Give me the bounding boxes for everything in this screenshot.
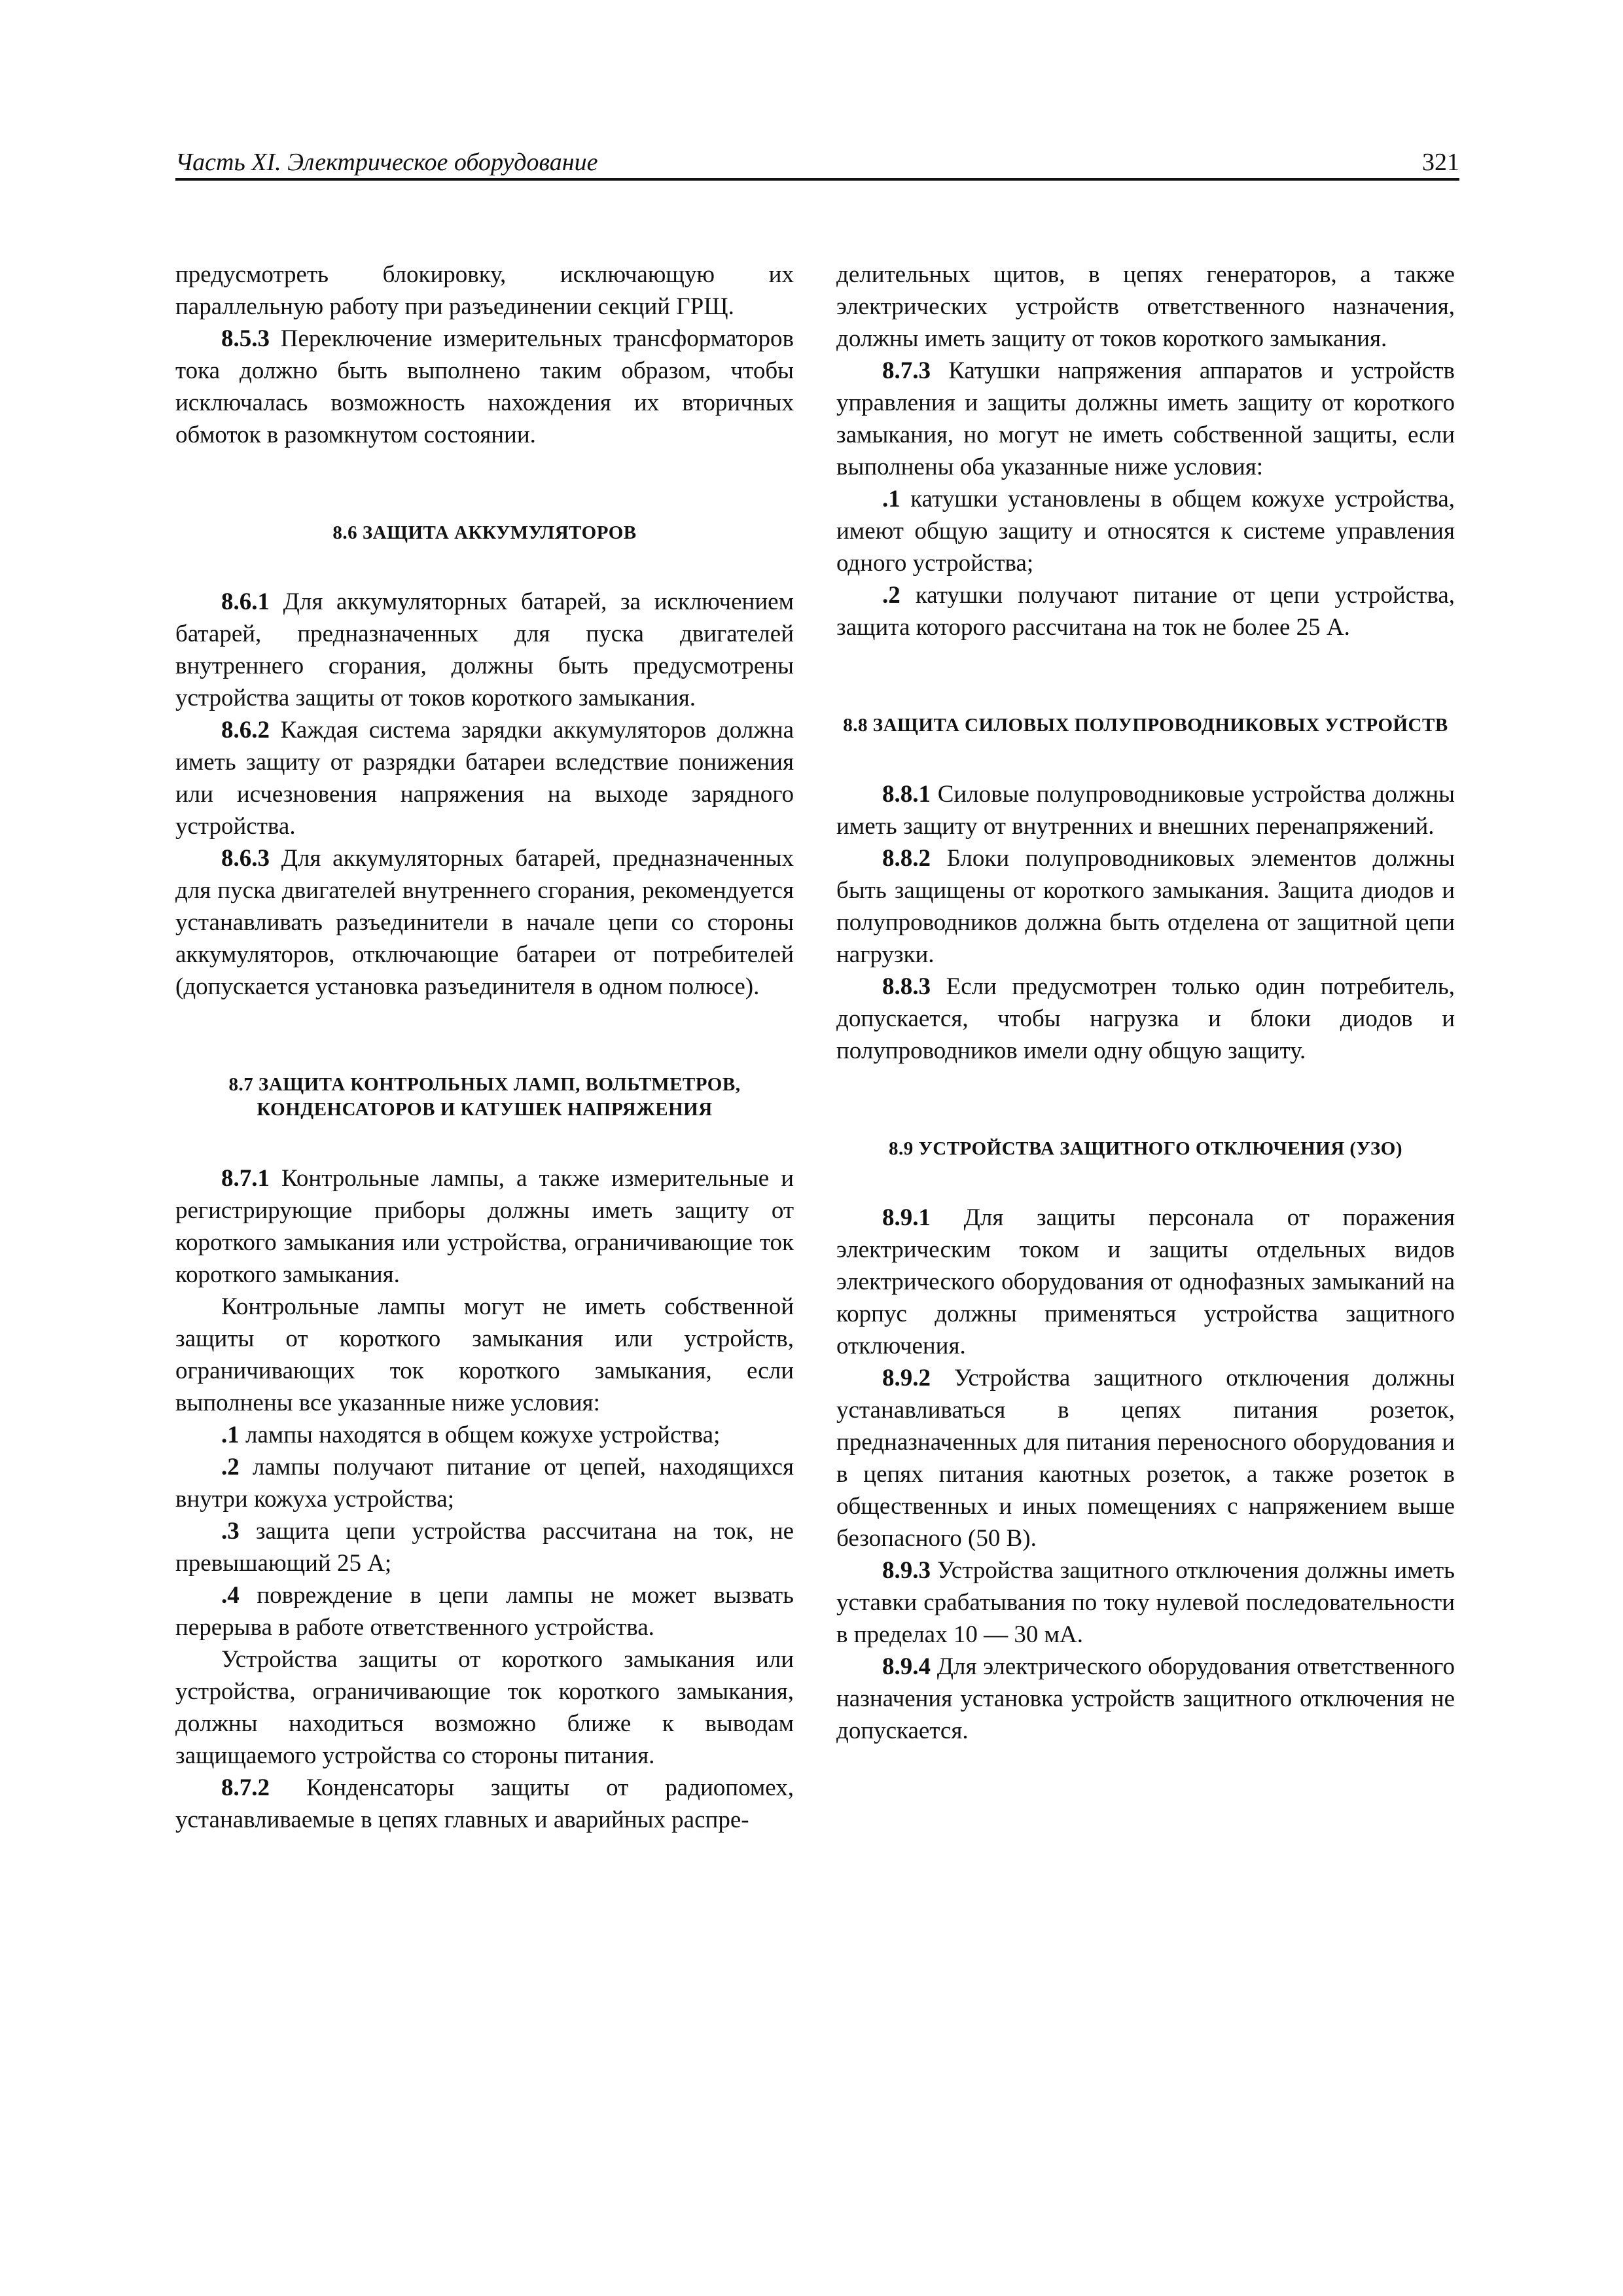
clause-8-9-3: 8.9.3 Устройства защитного отключения должны иметь уставки срабатывания по току нулевой последовательности в пределах 10 — 30 мА. xyxy=(836,1557,1455,1648)
right-column xyxy=(836,259,1455,1747)
running-title: Часть XI. Электрическое оборудование xyxy=(175,149,598,176)
clause-8-9-2: 8.9.2 Устройства защитного отключения должны устанавливаться в цепях питания розеток, предназначенных для питания переносного оборудования и в цепях питания каютных розеток, а также розеток в общественных и иных помещениях с напряжением выше безопасного (50 В). xyxy=(836,1365,1455,1552)
clause-8-9-4: 8.9.4 Для электрического оборудования ответственного назначения установка устройств защитного отключения не допускается. xyxy=(836,1653,1455,1744)
paragraph: делительных щитов, в цепях генераторов, а также электрических устройств ответственного назначения, должны иметь защиту от токов короткого замыкания. xyxy=(836,261,1455,352)
paragraph: Контрольные лампы могут не иметь собственной защиты от короткого замыкания или устройств, ограничивающих ток короткого замыкания, если выполнены все указанные ниже условия: xyxy=(175,1293,794,1416)
list-item: .2 лампы получают питание от цепей, находящихся внутри кожуха устройства; xyxy=(175,1454,794,1513)
list-item: .4 повреждение в цепи лампы не может вызвать перерыва в работе ответственного устройства. xyxy=(175,1582,794,1641)
paragraph: предусмотреть блокировку, исключающую их параллельную работу при разъединении секций ГРЩ. xyxy=(175,261,794,320)
clause-8-7-2: 8.7.2 Конденсаторы защиты от радиопомех, устанавливаемые в цепях главных и аварийных распре- xyxy=(175,1774,794,1833)
left-column xyxy=(175,259,794,1836)
header-rule xyxy=(175,178,1459,181)
list-item: .2 катушки получают питание от цепи устройства, защита которого рассчитана на ток не более 25 А. xyxy=(836,582,1455,641)
clause-8-8-1: 8.8.1 Силовые полупроводниковые устройства должны иметь защиту от внутренних и внешних перенапряжений. xyxy=(836,781,1455,840)
clause-8-8-3: 8.8.3 Если предусмотрен только один потребитель, допускается, чтобы нагрузка и блоки диодов и полупроводников имели одну общую защиту. xyxy=(836,973,1455,1064)
clause-8-6-2: 8.6.2 Каждая система зарядки аккумуляторов должна иметь защиту от разрядки батареи вследствие понижения или исчезновения напряжения на выходе зарядного устройства. xyxy=(175,717,794,840)
clause-8-6-3: 8.6.3 Для аккумуляторных батарей, предназначенных для пуска двигателей внутреннего сгорания, рекомендуется устанавливать разъединители в начале цепи со стороны аккумуляторов, отключающие батареи от потребителей (допускается установка разъединителя в одном полюсе). xyxy=(175,845,794,1000)
paragraph: Устройства защиты от короткого замыкания или устройства, ограничивающие ток короткого замыкания, должны находиться возможно ближе к выводам защищаемого устройства со стороны питания. xyxy=(175,1646,794,1769)
section-heading-8-7: 8.7 ЗАЩИТА КОНТРОЛЬНЫХ ЛАМП, ВОЛЬТМЕТРОВ, КОНДЕНСАТОРОВ И КАТУШЕК НАПРЯЖЕНИЯ xyxy=(228,1074,741,1120)
clause-8-5-3: 8.5.3 Переключение измерительных трансформаторов тока должно быть выполнено таким образом, чтобы исключалась возможность нахождения их вторичных обмоток в разомкнутом состоянии. xyxy=(175,325,794,448)
clause-8-6-1: 8.6.1 Для аккумуляторных батарей, за исключением батарей, предназначенных для пуска двигателей внутреннего сгорания, должны быть предусмотрены устройства защиты от токов короткого замыкания. xyxy=(175,588,794,711)
section-heading-8-9: 8.9 УСТРОЙСТВА ЗАЩИТНОГО ОТКЛЮЧЕНИЯ (УЗО) xyxy=(889,1138,1402,1159)
clause-8-9-1: 8.9.1 Для защиты персонала от поражения электрическим током и защиты отдельных видов электрического оборудования от однофазных замыканий на корпус должны применяться устройства защитного отключения. xyxy=(836,1204,1455,1359)
list-item: .1 катушки установлены в общем кожухе устройства, имеют общую защиту и относятся к системе управления одного устройства; xyxy=(836,486,1455,577)
list-item: .1 лампы находятся в общем кожухе устройства; xyxy=(221,1422,721,1448)
clause-8-7-1: 8.7.1 Контрольные лампы, а также измерительные и регистрирующие приборы должны иметь защиту от короткого замыкания или устройства, ограничивающие ток короткого замыкания. xyxy=(175,1165,794,1288)
clause-8-7-3: 8.7.3 Катушки напряжения аппаратов и устройств управления и защиты должны иметь защиту от короткого замыкания, но могут не иметь собственной защиты, если выполнены оба указанные ниже условия: xyxy=(836,357,1455,480)
section-heading-8-8: 8.8 ЗАЩИТА СИЛОВЫХ ПОЛУПРОВОДНИКОВЫХ УСТРОЙСТВ xyxy=(843,715,1448,736)
clause-8-8-2: 8.8.2 Блоки полупроводниковых элементов должны быть защищены от короткого замыкания. Защита диодов и полупроводников должна быть отделена от защитной цепи нагрузки. xyxy=(836,845,1455,968)
section-heading-8-6: 8.6 ЗАЩИТА АККУМУЛЯТОРОВ xyxy=(332,522,637,543)
list-item: .3 защита цепи устройства рассчитана на ток, не превышающий 25 А; xyxy=(175,1518,794,1577)
running-header xyxy=(175,144,1459,181)
page-number: 321 xyxy=(1422,149,1459,176)
